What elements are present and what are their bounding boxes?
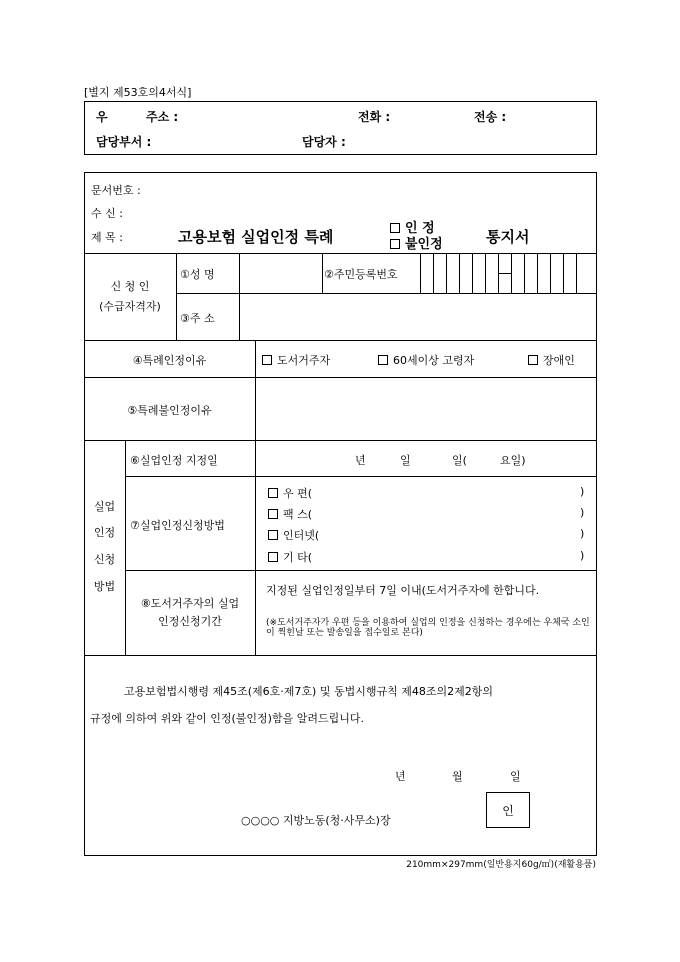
- id-cell-divider: [433, 253, 434, 293]
- checkbox-icon: [262, 355, 272, 365]
- side-label-2: 인정: [93, 526, 116, 539]
- id-cell-divider: [550, 253, 551, 293]
- name-field[interactable]: [242, 256, 320, 291]
- issue-date-year: 년: [395, 770, 406, 783]
- id-cell-divider: [511, 253, 512, 293]
- id-cell-divider: [524, 253, 525, 293]
- notice-title-tail: 통지서: [486, 228, 530, 246]
- postal-mark: 우: [96, 110, 108, 124]
- method-post-close: ): [580, 485, 585, 498]
- id-cell-divider: [459, 253, 460, 293]
- form-code: [별지 제53호의4서식]: [84, 86, 192, 99]
- approve-reason-label: ④특례인정이유: [132, 354, 207, 367]
- id-dash: [498, 273, 511, 274]
- checkbox-icon: [528, 355, 538, 365]
- designated-date-label: ⑥실업인정 지정일: [130, 454, 218, 467]
- checkbox-icon: [268, 509, 278, 519]
- checkbox-icon: [378, 355, 388, 365]
- issue-date-month: 월: [452, 770, 463, 783]
- id-cell-divider: [446, 253, 447, 293]
- applicant-sublabel: (수급자격자): [99, 300, 161, 313]
- method-other[interactable]: 기 타(: [268, 549, 312, 565]
- divider: [420, 253, 421, 293]
- method-post[interactable]: 우 편(: [268, 485, 312, 501]
- divider: [255, 340, 256, 655]
- divider: [176, 253, 177, 340]
- reason-option-elderly[interactable]: 60세이상 고령자: [378, 352, 474, 368]
- notice-title: 고용보험 실업인정 특례: [178, 228, 334, 246]
- notice-line-1: 고용보험법시행령 제45조(제6호·제7호) 및 동법시행규칙 제48조의2제2항의: [124, 685, 493, 698]
- date-day: 일(: [452, 454, 467, 467]
- address-label: 주소 :: [146, 110, 179, 124]
- fax-label: 전송 :: [474, 110, 507, 124]
- id-number-label: ②주민등록번호: [324, 268, 398, 281]
- method-fax[interactable]: 팩 스(: [268, 506, 312, 522]
- checkbox-icon: [268, 488, 278, 498]
- side-label-4: 방법: [93, 580, 116, 593]
- id-cell-divider: [485, 253, 486, 293]
- method-other-close: ): [580, 549, 585, 562]
- divider: [322, 253, 323, 293]
- approve-checkbox-icon: [390, 223, 400, 233]
- deny-reason-label: ⑤특례불인정이유: [127, 404, 212, 417]
- side-label-1: 실업: [93, 500, 116, 513]
- seal-box: [486, 792, 530, 828]
- title-opt-deny: 불인정: [390, 233, 443, 252]
- side-label-3: 신청: [93, 553, 116, 566]
- staff-label: 담당자 :: [302, 135, 346, 149]
- seal-text: 인: [502, 803, 514, 818]
- reason-option-island[interactable]: 도서거주자: [262, 352, 330, 368]
- divider: [239, 253, 240, 340]
- method-internet[interactable]: 인터넷(: [268, 527, 319, 543]
- divider: [84, 655, 597, 656]
- divider: [84, 253, 597, 254]
- name-label: ①성 명: [180, 268, 215, 281]
- issue-date-day: 일: [510, 770, 521, 783]
- divider: [125, 476, 597, 477]
- doc-number-label: 문서번호 :: [91, 184, 141, 197]
- date-year: 년: [355, 454, 366, 467]
- paper-spec: 210mm×297mm(일반용지60g/㎡)(재활용품): [406, 860, 596, 870]
- address-field[interactable]: [242, 296, 594, 338]
- applicant-label: 신 청 인: [110, 280, 150, 293]
- checkbox-icon: [268, 530, 278, 540]
- method-label: ⑦실업인정신청방법: [130, 519, 225, 532]
- divider: [84, 440, 597, 441]
- phone-label: 전화 :: [358, 110, 391, 124]
- divider: [84, 377, 597, 378]
- period-sublabel: 인정신청기간: [158, 615, 222, 628]
- id-cell-divider: [563, 253, 564, 293]
- id-cell-divider: [576, 253, 577, 293]
- id-cell-divider: [537, 253, 538, 293]
- date-month: 일: [400, 454, 411, 467]
- date-weekday: 요일): [500, 454, 526, 467]
- checkbox-icon: [268, 552, 278, 562]
- deny-checkbox-icon: [390, 239, 400, 249]
- reason-option-disabled[interactable]: 장애인: [528, 352, 575, 368]
- notice-line-2: 규정에 의하여 위와 같이 인정(불인정)함을 알려드립니다.: [90, 712, 364, 725]
- deny-reason-field[interactable]: [258, 381, 594, 437]
- title-opt-approve: 인 정: [390, 217, 435, 236]
- method-fax-close: ): [580, 506, 585, 519]
- recipient-label: 수 신 :: [91, 207, 123, 220]
- address-field-label: ③주 소: [180, 312, 215, 325]
- period-note: (※도서거주자가 우편 등을 이용하여 실업의 인정을 신청하는 경우에는 우체국 소인이 찍힌날 또는 발송일을 접수일로 본다): [266, 618, 590, 638]
- method-internet-close: ): [580, 527, 585, 540]
- period-label: ⑧도서거주자의 실업: [140, 597, 240, 610]
- dept-label: 담당부서 :: [96, 135, 152, 149]
- period-text: 지정된 실업인정일부터 7일 이내(도서거주자에 한합니다.: [266, 584, 540, 597]
- issuer-name: ○○○○ 지방노동(청·사무소)장: [241, 814, 391, 827]
- id-cell-divider: [472, 253, 473, 293]
- subject-label: 제 목 :: [91, 231, 123, 244]
- divider: [125, 570, 597, 571]
- divider: [84, 340, 597, 341]
